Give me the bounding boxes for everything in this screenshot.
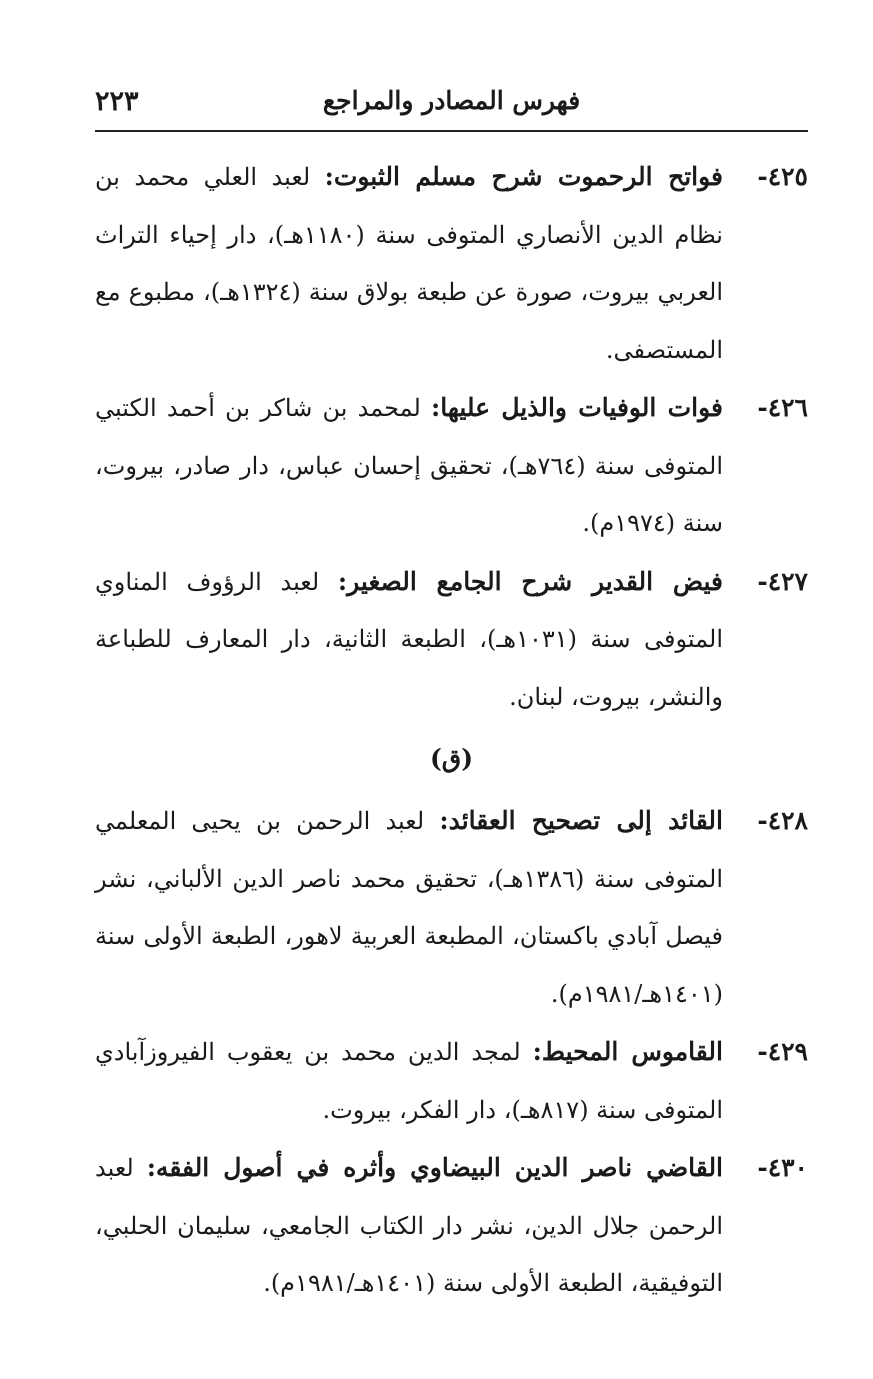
entry-body: لعبد الرحمن بن يحيى المعلمي المتوفى سنة (١٣٨٦هـ)، تحقيق محمد ناصر الدين الألباني، نشر فيصل آبادي باكستان، المطبعة العربية لاهور، الطبعة الأولى سنة (١٤٠١هـ/١٩٨١م). <box>95 807 723 1008</box>
entry-title: القائد إلى تصحيح العقائد: <box>439 806 723 835</box>
entry-number: ٤٢٨- <box>757 806 808 835</box>
bibliography-list <box>95 148 808 1313</box>
section-letter-heading: (ق) <box>429 744 474 773</box>
entry-title: فوات الوفيات والذيل عليها: <box>430 393 723 422</box>
entry-number: ٤٢٩- <box>757 1037 808 1066</box>
entry-body: لمجد الدين محمد بن يعقوب الفيروزآبادي المتوفى سنة (٨١٧هـ)، دار الفكر، بيروت. <box>95 1038 723 1124</box>
bibliography-entry <box>95 553 808 727</box>
entry-body: لعبد العلي محمد بن نظام الدين الأنصاري المتوفى سنة (١١٨٠هـ)، دار إحياء التراث العربي بيروت، صورة عن طبعة بولاق سنة (١٣٢٤هـ)، مطبوع مع المستصفى. <box>95 163 724 364</box>
bibliography-entry <box>95 1139 808 1313</box>
bibliography-entry <box>95 1023 808 1139</box>
entry-number: ٤٢٥- <box>757 162 808 191</box>
bibliography-entry <box>95 792 808 1023</box>
page-number: ٢٢٣ <box>95 86 139 117</box>
bibliography-entry <box>95 379 808 553</box>
running-title: فهرس المصادر والمراجع <box>322 86 581 115</box>
entry-body: لمحمد بن شاكر بن أحمد الكتبي المتوفى سنة (٧٦٤هـ)، تحقيق إحسان عباس، دار صادر، بيروت، سنة (١٩٧٤م). <box>95 394 723 537</box>
entry-number: ٤٣٠- <box>757 1153 808 1182</box>
entry-number: ٤٢٧- <box>757 566 808 596</box>
page-header <box>95 86 808 126</box>
bibliography-entry <box>95 148 808 379</box>
entry-title: القاموس المحيط: <box>532 1037 723 1066</box>
entry-title: فواتح الرحموت شرح مسلم الثبوت: <box>324 162 723 191</box>
entry-body: لعبد الرؤوف المناوي المتوفى سنة (١٠٣١هـ)، الطبعة الثانية، دار المعارف للطباعة والنشر، بيروت، لبنان. <box>95 567 723 711</box>
entry-body: لعبد الرحمن جلال الدين، نشر دار الكتاب الجامعي، سليمان الحلبي، التوفيقية، الطبعة الأولى سنة (١٤٠١هـ/١٩٨١م). <box>95 1154 723 1297</box>
entry-title: فيض القدير شرح الجامع الصغير: <box>337 566 723 596</box>
entry-title: القاضي ناصر الدين البيضاوي وأثره في أصول الفقه: <box>146 1153 724 1182</box>
header-rule <box>95 130 808 132</box>
entry-number: ٤٢٦- <box>757 393 808 422</box>
